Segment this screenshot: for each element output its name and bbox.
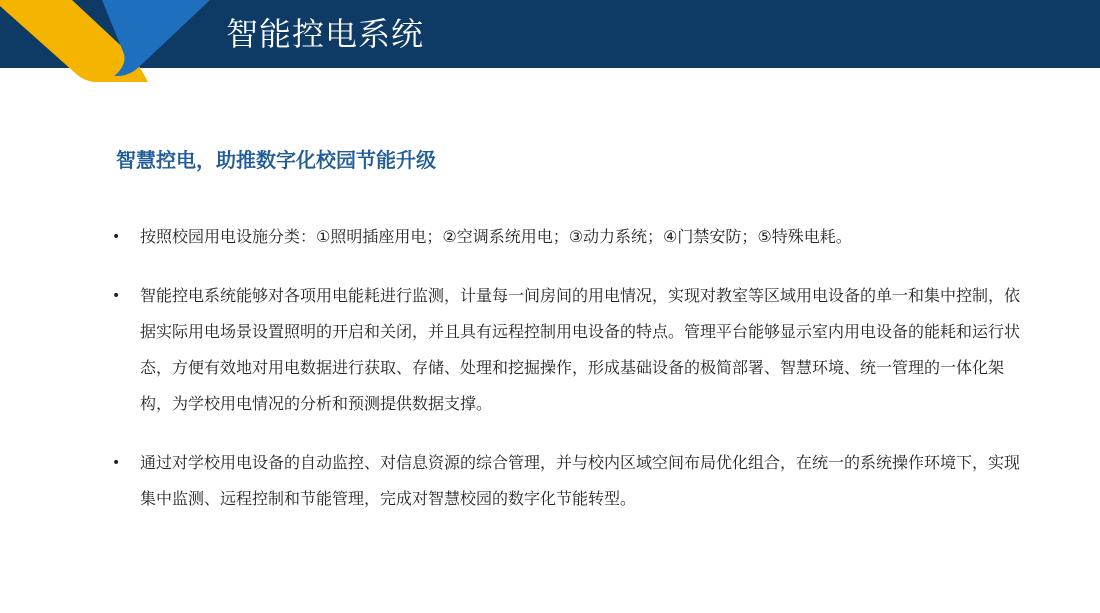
header-logo-decoration (0, 0, 220, 90)
bullet-text: 按照校园用电设施分类：①照明插座用电；②空调系统用电；③动力系统；④门禁安防；⑤特殊电耗。 (140, 227, 852, 246)
bullet-text: 智能控电系统能够对各项用电能耗进行监测，计量每一间房间的用电情况，实现对教室等区域用电设备的单一和集中控制，依据实际用电场景设置照明的开启和关闭，并且具有远程控制用电设备的特点。管理平台能够显示室内用电设备的能耗和运行状态，方便有效地对用电数据进行获取、存储、处理和挖掘操作，形成基础设备的极简部署、智慧环境、统一管理的一体化架构，为学校用电情况的分析和预测提供数据支撑。 (140, 286, 1021, 413)
bullet-dot-icon: • (112, 229, 121, 245)
list-item (112, 445, 1032, 517)
bullet-text: 通过对学校用电设备的自动监控、对信息资源的综合管理，并与校内区域空间布局优化组合，在统一的系统操作环境下，实现集中监测、远程控制和节能管理，完成对智慧校园的数字化节能转型。 (140, 453, 1021, 508)
list-item (112, 278, 1032, 422)
bullet-dot-icon: • (112, 288, 121, 304)
section-subtitle: 智慧控电，助推数字化校园节能升级 (116, 148, 436, 172)
list-item (112, 219, 1032, 255)
page-title: 智能控电系统 (226, 15, 425, 53)
bullet-dot-icon: • (112, 455, 121, 471)
bullet-list (112, 219, 1032, 517)
